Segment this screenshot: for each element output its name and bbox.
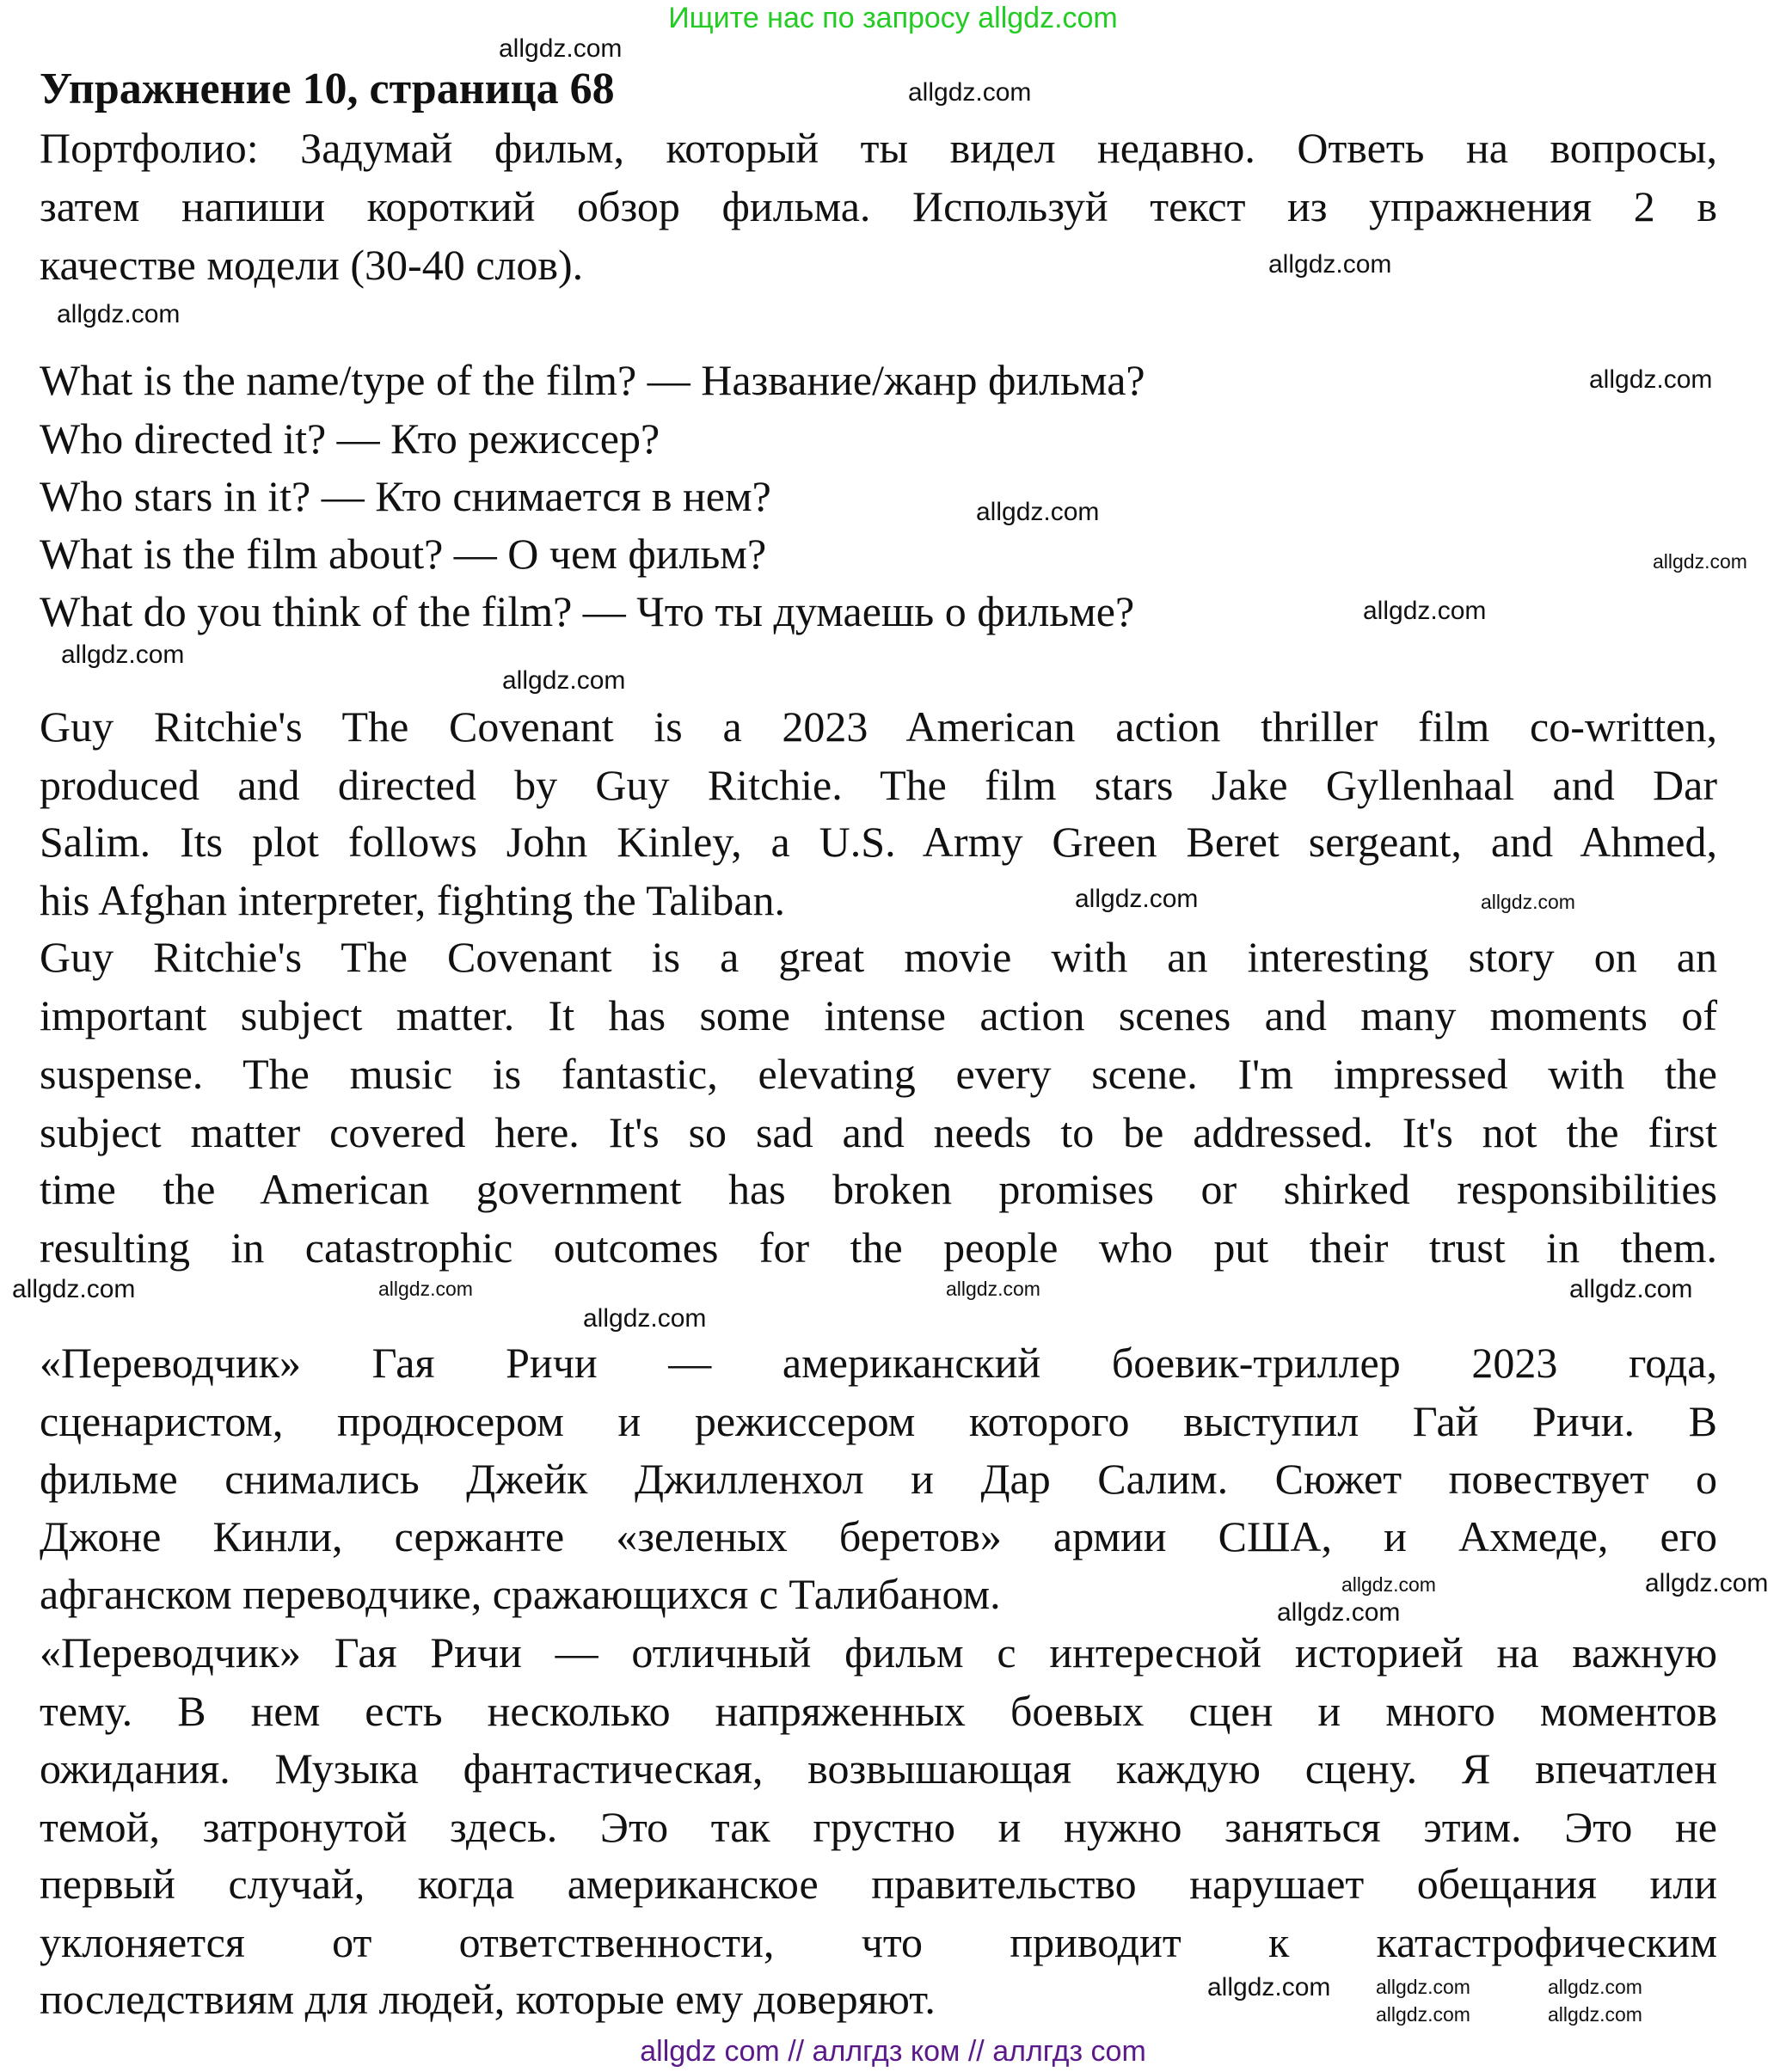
russian-line: ожидания. Музыка фантастическая, возвышающая каждую сцену. Я впечатлен [40,1744,1717,1793]
watermark: allgdz.com [1376,2003,1470,2026]
question: Who directed it? — Кто режиссер? [40,414,660,463]
watermark: allgdz.com [1645,1569,1769,1597]
russian-line: последствиям для людей, которые ему доверяют. [40,1975,936,2023]
english-line: produced and directed by Guy Ritchie. The film stars Jake Gyllenhaal and Dar [40,761,1717,809]
watermark: allgdz.com [1548,1976,1642,1998]
watermark: allgdz.com [12,1275,136,1303]
russian-line: темой, затронутой здесь. Это так грустно и нужно заняться этим. Это не [40,1803,1717,1851]
watermark: allgdz.com [1589,365,1713,394]
english-line: important subject matter. It has some intense action scenes and many moments of [40,991,1717,1039]
russian-line: «Переводчик» Гая Ричи — отличный фильм с интересной историей на важную [40,1628,1717,1677]
russian-line: уклоняется от ответственности, что приводит к катастрофическим [40,1918,1717,1966]
question: Who stars in it? — Кто снимается в нем? [40,472,771,520]
watermark: allgdz.com [1548,2003,1642,2026]
watermark: allgdz.com [1376,1976,1470,1998]
watermark: allgdz.com [1277,1598,1401,1627]
question: What is the name/type of the film? — Название/жанр фильма? [40,356,1145,404]
russian-line: тему. В нем есть несколько напряженных боевых сцен и много моментов [40,1687,1717,1735]
page-title: Упражнение 10, страница 68 [40,64,615,113]
watermark: allgdz.com [1341,1573,1436,1596]
question: What is the film about? — О чем фильм? [40,530,767,578]
intro-line: качестве модели (30-40 слов). [40,241,584,289]
watermark: allgdz.com [1569,1275,1693,1303]
intro-line: затем напиши короткий обзор фильма. Используй текст из упражнения 2 в [40,182,1717,230]
top-banner: Ищите нас по запросу allgdz.com [668,2,1118,34]
english-line: time the American government has broken promises or shirked responsibilities [40,1165,1717,1213]
english-line: suspense. The music is fantastic, elevating every scene. I'm impressed with the [40,1050,1717,1098]
russian-line: сценаристом, продюсером и режиссером которого выступил Гай Ричи. В [40,1397,1717,1445]
watermark: allgdz.com [1363,597,1487,625]
footer-links: allgdz com // аллгдз ком // аллгдз com [640,2035,1146,2068]
watermark: allgdz.com [499,34,623,63]
english-line: subject matter covered here. It's so sad and needs to be addressed. It's not the first [40,1108,1717,1156]
watermark: allgdz.com [378,1278,473,1300]
russian-line: первый случай, когда американское правительство нарушает обещания или [40,1860,1717,1908]
watermark: allgdz.com [976,498,1100,526]
watermark: allgdz.com [57,300,181,328]
russian-line: Джоне Кинли, сержанте «зеленых беретов» армии США, и Ахмеде, его [40,1512,1717,1560]
english-line: Guy Ritchie's The Covenant is a great movie with an interesting story on an [40,933,1717,981]
watermark: allgdz.com [1653,550,1747,573]
watermark: allgdz.com [61,641,185,669]
intro-line: Портфолио: Задумай фильм, который ты видел недавно. Ответь на вопросы, [40,124,1717,172]
english-line: his Afghan interpreter, fighting the Taliban. [40,876,785,924]
english-line: resulting in catastrophic outcomes for the people who put their trust in them. [40,1223,1717,1272]
english-line: Salim. Its plot follows John Kinley, a U.S. Army Green Beret sergeant, and Ahmed, [40,818,1717,866]
question: What do you think of the film? — Что ты думаешь о фильме? [40,587,1135,635]
russian-line: фильме снимались Джейк Джилленхол и Дар Салим. Сюжет повествует о [40,1455,1717,1503]
watermark: allgdz.com [946,1278,1040,1300]
watermark: allgdz.com [583,1304,707,1333]
english-line: Guy Ritchie's The Covenant is a 2023 American action thriller film co-written, [40,702,1717,751]
watermark: allgdz.com [908,78,1032,107]
watermark: allgdz.com [1207,1973,1331,2002]
watermark: allgdz.com [1481,891,1575,913]
russian-line: афганском переводчике, сражающихся с Талибаном. [40,1570,1001,1618]
russian-line: «Переводчик» Гая Ричи — американский боевик-триллер 2023 года, [40,1339,1717,1387]
watermark: allgdz.com [1075,885,1199,913]
watermark: allgdz.com [1268,250,1392,279]
watermark: allgdz.com [502,666,626,695]
